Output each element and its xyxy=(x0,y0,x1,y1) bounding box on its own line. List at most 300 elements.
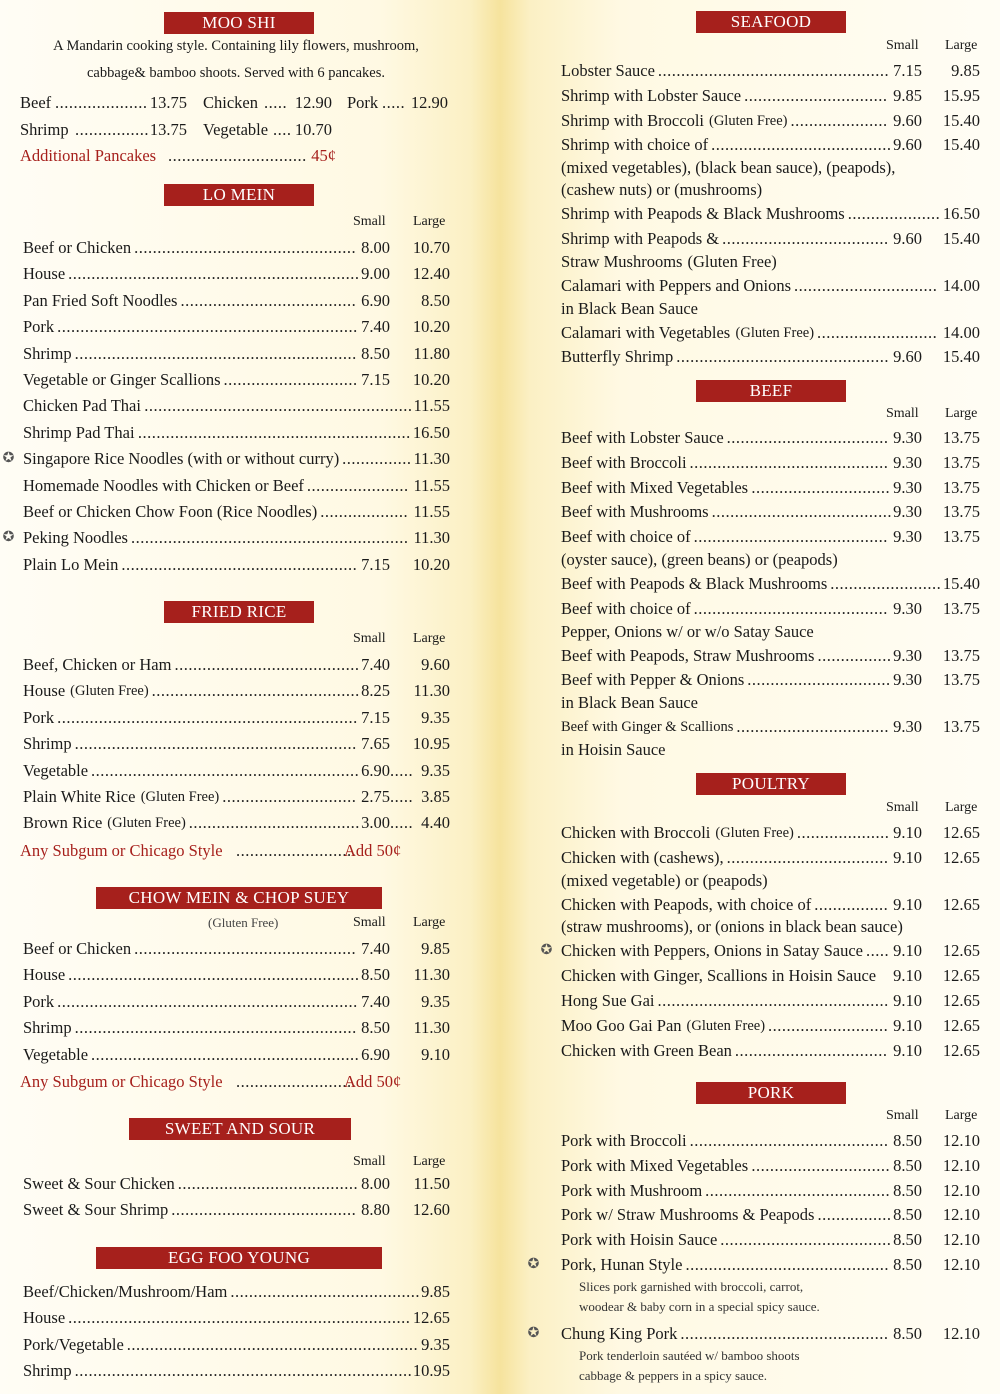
item-name: Pork xyxy=(23,991,55,1011)
leader-dots: .......................... xyxy=(236,1072,357,1091)
large-price: 10.70 xyxy=(412,238,450,257)
item-continuation: (mixed vegetables), (black bean sauce), (peapods), xyxy=(561,158,896,178)
seafood-item xyxy=(558,134,982,158)
chowmein-item xyxy=(20,1017,452,1041)
item-name: Vegetable xyxy=(23,1044,89,1064)
item-name: House xyxy=(23,681,66,701)
small-price: 8.50 xyxy=(893,1255,922,1274)
leader-dots: ..... xyxy=(264,93,288,112)
gluten-free-note: (Gluten Free) xyxy=(140,789,220,805)
item-name: Shrimp xyxy=(23,1361,72,1381)
leader-dots: ........................................ xyxy=(705,1180,891,1200)
moo-shi-description-2: cabbage& bamboo shoots. Served with 6 pancakes. xyxy=(87,65,385,81)
item-name: Brown Rice xyxy=(23,813,103,833)
item-name: Shrimp xyxy=(20,120,69,139)
lomein-item xyxy=(20,369,452,393)
section-header-sweet-and-sour: SWEET AND SOUR xyxy=(129,1118,351,1140)
leader-dots: ................ xyxy=(75,120,149,139)
small-price: 8.00 xyxy=(361,238,390,257)
large-price: 8.50 xyxy=(421,290,450,310)
poultry-item xyxy=(558,965,982,989)
sweetsour-item xyxy=(20,1199,452,1223)
pork-item xyxy=(527,1323,982,1347)
leader-dots: ................ xyxy=(817,645,892,665)
item-price: 10.95 xyxy=(412,1361,450,1381)
seafood-item xyxy=(558,322,982,346)
small-price: 9.10 xyxy=(893,966,922,986)
small-price: 9.60 xyxy=(893,347,922,367)
moo-shi-row-1 xyxy=(20,92,452,116)
friedrice-item xyxy=(20,733,452,757)
lomein-item xyxy=(20,343,452,367)
large-price: 12.40 xyxy=(412,264,450,284)
large-price: 11.55 xyxy=(413,396,450,416)
large-label: Large xyxy=(413,915,446,930)
leader-dots: ........................................ xyxy=(171,1200,357,1220)
item-name: Sweet & Sour Chicken xyxy=(23,1174,175,1193)
large-price: 15.40 xyxy=(942,574,980,593)
small-price: 7.40 xyxy=(361,655,390,674)
small-price: 9.00 xyxy=(361,264,390,284)
large-price: 4.40 xyxy=(421,813,450,833)
moo-shi-description-1: A Mandarin cooking style. Containing lily flowers, mushroom, xyxy=(53,38,419,54)
item-continuation: in Hoisin Sauce xyxy=(561,740,666,759)
gluten-free-note: (Gluten Free) xyxy=(715,825,794,841)
item-name: Pan Fried Soft Noodles xyxy=(23,290,178,310)
item-name: Pork with Mushroom xyxy=(561,1180,703,1200)
small-price: 7.65 xyxy=(361,734,390,754)
small-price: 9.30 xyxy=(893,527,922,547)
item-name: Vegetable or Ginger Scallions xyxy=(23,370,221,389)
lomein-item xyxy=(20,501,452,525)
beef-item xyxy=(558,598,982,622)
section-header-moo-shi: MOO SHI xyxy=(164,12,314,34)
item-name: Beef with Pepper & Onions xyxy=(561,670,745,690)
item-name: Calamari with Vegetables xyxy=(561,322,731,342)
leader-dots: ............................................................. xyxy=(74,343,357,363)
item-name: Sweet & Sour Shrimp xyxy=(23,1200,169,1220)
leader-dots: ............................. xyxy=(222,787,357,806)
seafood-item xyxy=(558,85,982,109)
small-price: 7.15 xyxy=(361,707,390,727)
small-price: 9.30 xyxy=(893,452,922,472)
poultry-item xyxy=(558,990,982,1014)
item-name: Butterfly Shrimp xyxy=(561,347,674,367)
small-price: 9.10 xyxy=(893,991,922,1010)
item-name: Any Subgum or Chicago Style xyxy=(20,841,223,860)
large-price: 13.75 xyxy=(942,670,980,690)
item-price: 10.70 xyxy=(294,120,332,139)
section-header-poultry: POULTRY xyxy=(696,773,846,795)
small-price: 7.15 xyxy=(893,61,922,80)
item-name: Pork xyxy=(23,317,55,337)
seafood-item xyxy=(558,60,982,84)
item-name: Pork w/ Straw Mushrooms & Peapods xyxy=(561,1205,815,1225)
large-price: 11.80 xyxy=(413,343,450,363)
item-name: Pork/Vegetable xyxy=(23,1334,124,1354)
lomein-item xyxy=(20,237,452,261)
section-header-beef: BEEF xyxy=(696,380,846,402)
item-name: Chicken with Ginger, Scallions in Hoisin Sauce xyxy=(561,966,877,986)
spicy-star-icon: ✪ xyxy=(2,451,15,467)
large-label: Large xyxy=(945,406,978,421)
small-price: 6.90 xyxy=(361,290,390,310)
large-price: 13.75 xyxy=(942,502,980,522)
item-name: Pork with Hoisin Sauce xyxy=(561,1230,718,1250)
small-price: 3.00 xyxy=(361,813,390,833)
item-name: Moo Goo Gai Pan xyxy=(561,1015,682,1035)
leader-dots: ................................................................. xyxy=(57,991,358,1011)
leader-dots: ................... xyxy=(320,502,409,521)
item-price: Add 50¢ xyxy=(344,1072,402,1091)
large-price: 11.55 xyxy=(413,475,450,495)
item-name: Additional Pancakes xyxy=(20,146,157,165)
large-price: 16.50 xyxy=(942,204,980,224)
item-name: Beef with choice of xyxy=(561,527,691,547)
leader-dots: .............................. xyxy=(751,1155,891,1175)
item-name: Pork xyxy=(347,93,379,112)
pork-item xyxy=(558,1130,982,1154)
leader-dots: ............................................................... xyxy=(126,1334,419,1354)
large-price: 11.30 xyxy=(413,681,450,701)
leader-dots: ............................... xyxy=(794,275,938,295)
item-name: Beef, Chicken or Ham xyxy=(23,655,172,674)
leader-dots: ................................... xyxy=(726,847,889,867)
item-name: Beef xyxy=(20,93,52,112)
friedrice-item xyxy=(20,654,452,678)
large-price: 13.75 xyxy=(942,477,980,497)
item-name: Calamari with Peppers and Onions xyxy=(561,275,792,295)
item-description: woodear & baby corn in a special spicy sauce. xyxy=(579,1298,820,1314)
leader-dots: ......................................................................... xyxy=(74,1361,413,1381)
small-price: 9.30 xyxy=(893,428,922,447)
small-price: 9.60 xyxy=(893,229,922,248)
small-label: Small xyxy=(886,800,919,815)
chowmein-item xyxy=(20,1044,452,1068)
small-price: 9.30 xyxy=(893,502,922,522)
lomein-item xyxy=(2,448,452,472)
large-label: Large xyxy=(413,214,446,229)
large-price: 10.20 xyxy=(412,317,450,337)
leader-dots: ............................... xyxy=(747,670,891,690)
item-price: 12.90 xyxy=(294,93,332,112)
large-price: 10.20 xyxy=(412,554,450,574)
beef-item xyxy=(558,477,982,501)
spicy-star-icon: ✪ xyxy=(540,943,553,959)
large-price: 12.65 xyxy=(942,941,980,961)
large-price: 12.65 xyxy=(942,991,980,1010)
leader-dots: ............................................. xyxy=(151,681,360,701)
leader-dots: ............................................................... xyxy=(68,264,360,284)
leader-dots: ................................................... xyxy=(121,554,358,574)
leader-dots: ............................................................. xyxy=(74,734,357,754)
item-name: Beef with Peapods, Straw Mushrooms xyxy=(561,645,815,665)
item-name: Vegetable xyxy=(23,760,89,780)
large-price: 12.10 xyxy=(942,1205,980,1225)
lomein-item xyxy=(20,554,452,578)
leader-dots: ..... xyxy=(865,941,890,961)
leader-dots: ..... xyxy=(390,760,414,780)
item-price: 9.35 xyxy=(421,1334,450,1354)
gluten-free-note: (Gluten Free) xyxy=(735,324,815,341)
leader-dots: ............................. xyxy=(223,370,358,389)
small-price: 9.10 xyxy=(893,1015,922,1035)
chowmein-item xyxy=(20,938,452,962)
fried-rice-subgum xyxy=(20,840,452,864)
item-name: Shrimp xyxy=(23,343,72,363)
item-name: Pork, Hunan Style xyxy=(561,1255,683,1274)
large-price: 12.10 xyxy=(942,1131,980,1150)
leader-dots: ....................................... xyxy=(177,1174,359,1193)
small-price: 8.50 xyxy=(893,1180,922,1200)
large-price: 11.55 xyxy=(413,502,450,521)
large-price: 3.85 xyxy=(421,787,450,806)
item-name: Beef or Chicken xyxy=(23,939,132,958)
item-name: Beef with choice of xyxy=(561,598,691,618)
small-price: 7.40 xyxy=(361,939,390,958)
item-name: Shrimp with Broccoli xyxy=(561,110,704,130)
small-label: Small xyxy=(353,1154,386,1169)
leader-dots: .... xyxy=(273,120,292,139)
item-name: Shrimp xyxy=(23,1018,72,1038)
small-label: Small xyxy=(886,38,919,53)
small-price: 9.85 xyxy=(893,85,922,105)
item-name: Hong Sue Gai xyxy=(561,991,655,1010)
item-name: House xyxy=(23,264,66,284)
small-price: 7.40 xyxy=(361,317,390,337)
large-price: 15.40 xyxy=(942,110,980,130)
item-name: House xyxy=(23,1308,66,1328)
leader-dots: .......................................................................... xyxy=(68,1308,411,1328)
item-continuation: in Black Bean Sauce xyxy=(561,298,698,318)
leader-dots: .......................................... xyxy=(693,598,888,618)
leader-dots: .................................................. xyxy=(657,991,889,1010)
leader-dots: .................................... xyxy=(722,229,889,248)
item-name: Beef with Peapods & Black Mushrooms xyxy=(561,574,828,593)
item-name: House xyxy=(23,965,66,985)
large-price: 11.30 xyxy=(413,528,450,548)
small-price: 9.30 xyxy=(893,645,922,665)
leader-dots: ............................................................... xyxy=(68,965,360,985)
beef-item xyxy=(558,645,982,669)
moo-shi-row-2 xyxy=(20,119,452,143)
small-price: 8.50 xyxy=(361,343,390,363)
poultry-item xyxy=(558,1015,982,1039)
large-price: 16.50 xyxy=(412,422,450,442)
large-price: 12.10 xyxy=(942,1323,980,1343)
small-price: 8.80 xyxy=(361,1200,390,1220)
item-name: Chicken with (cashews), xyxy=(561,847,724,867)
gluten-free-note: (Gluten Free) xyxy=(70,683,149,700)
item-price: 13.75 xyxy=(149,120,187,139)
large-price: 10.95 xyxy=(412,734,450,754)
item-name: Any Subgum or Chicago Style xyxy=(20,1072,223,1091)
item-name: Shrimp with Peapods & xyxy=(561,229,720,248)
small-price: 7.15 xyxy=(361,554,390,574)
poultry-item xyxy=(540,940,982,964)
chowmein-item xyxy=(20,964,452,988)
section-header-fried-rice: FRIED RICE xyxy=(164,601,314,623)
friedrice-item xyxy=(20,680,452,704)
large-price: 12.65 xyxy=(942,894,980,914)
large-price: 11.30 xyxy=(413,965,450,985)
small-price: 9.10 xyxy=(893,1040,922,1060)
poultry-item xyxy=(558,822,982,846)
leader-dots: ....................................... xyxy=(711,502,892,522)
leader-dots: .............................. xyxy=(751,477,891,497)
beef-item xyxy=(558,716,982,740)
leader-dots: ............................................. xyxy=(680,1323,889,1343)
large-price: 12.65 xyxy=(942,966,980,986)
lomein-item xyxy=(20,395,452,419)
large-label: Large xyxy=(945,800,978,815)
small-price: 9.60 xyxy=(893,135,922,155)
small-price: 8.50 xyxy=(893,1205,922,1225)
item-name: Chicken xyxy=(203,93,258,112)
leader-dots: ..... xyxy=(390,787,414,806)
item-price: Add 50¢ xyxy=(344,841,402,860)
leader-dots: ............................... xyxy=(744,85,888,105)
large-price: 15.40 xyxy=(942,229,980,248)
small-price: 9.30 xyxy=(893,598,922,618)
item-name: Lobster Sauce xyxy=(561,61,655,80)
seafood-item xyxy=(558,110,982,134)
item-description: Pork tenderloin sautéed w/ bamboo shoots xyxy=(579,1347,800,1363)
small-price: 8.00 xyxy=(361,1174,390,1193)
gluten-free-note: (Gluten Free) xyxy=(708,112,788,129)
small-price: 8.50 xyxy=(893,1230,922,1250)
large-price: 11.50 xyxy=(413,1174,450,1193)
small-price: 9.30 xyxy=(893,477,922,497)
leader-dots: ..... xyxy=(390,813,414,833)
leader-dots: ................................. xyxy=(734,1040,888,1060)
leader-dots: ........................................................... xyxy=(137,422,411,442)
small-price: 9.30 xyxy=(893,670,922,690)
large-price: 13.75 xyxy=(942,527,980,547)
large-price: 9.60 xyxy=(421,655,450,674)
item-name: Pork with Mixed Vegetables xyxy=(561,1155,749,1175)
leader-dots: ................ xyxy=(814,894,889,914)
leader-dots: ........................ xyxy=(830,574,942,593)
item-price: 45¢ xyxy=(311,146,336,165)
beef-item xyxy=(558,669,982,693)
beef-item xyxy=(558,573,982,597)
leader-dots: ..................................... xyxy=(188,813,360,833)
lomein-item xyxy=(20,422,452,446)
small-price: 6.90 xyxy=(361,760,390,780)
section-header-chow-mein: CHOW MEIN & CHOP SUEY xyxy=(96,887,382,909)
eggfoo-item xyxy=(20,1281,452,1305)
large-price: 12.60 xyxy=(412,1200,450,1220)
large-price: 12.65 xyxy=(942,1015,980,1035)
large-price: 9.85 xyxy=(951,61,980,80)
leader-dots: .......................................................... xyxy=(144,396,413,416)
item-name: Chung King Pork xyxy=(561,1323,678,1343)
leader-dots: .................... xyxy=(847,204,941,224)
eggfoo-item xyxy=(20,1360,452,1384)
large-price: 13.75 xyxy=(942,598,980,618)
item-name: Beef or Chicken Chow Foon (Rice Noodles) xyxy=(23,502,318,521)
leader-dots: ....................................... xyxy=(711,135,892,155)
large-price: 14.00 xyxy=(942,275,980,295)
section-header-lo-mein: LO MEIN xyxy=(164,184,314,206)
eggfoo-item xyxy=(20,1307,452,1331)
friedrice-item xyxy=(20,812,452,836)
large-price: 12.65 xyxy=(942,1040,980,1060)
large-price: 13.75 xyxy=(942,428,980,447)
leader-dots: ..................................... xyxy=(720,1230,892,1250)
item-price: 12.65 xyxy=(412,1308,450,1328)
item-name: Shrimp with Peapods & Black Mushrooms xyxy=(561,204,845,224)
item-continuation: (straw mushrooms), or (onions in black bean sauce) xyxy=(561,917,903,937)
large-label: Large xyxy=(413,631,446,646)
leader-dots: .................................................. xyxy=(657,61,890,80)
item-name: Vegetable xyxy=(203,120,269,139)
item-name: Beef with Lobster Sauce xyxy=(561,428,724,447)
large-price: 13.75 xyxy=(942,645,980,665)
leader-dots: ............................................ xyxy=(685,1255,889,1274)
spicy-star-icon: ✪ xyxy=(527,1325,540,1341)
section-header-seafood: SEAFOOD xyxy=(696,11,846,33)
seafood-item xyxy=(558,346,982,370)
lomein-item xyxy=(2,527,452,551)
item-name: Beef with Mushrooms xyxy=(561,502,709,522)
pork-item xyxy=(558,1229,982,1253)
item-continuation: (cashew nuts) or (mushrooms) xyxy=(561,180,763,200)
leader-dots: ................ xyxy=(817,1205,892,1225)
leader-dots: ........................................ xyxy=(174,655,360,674)
leader-dots: ...................................... xyxy=(180,290,357,310)
pork-item xyxy=(558,1155,982,1179)
small-price: 8.50 xyxy=(893,1131,922,1150)
item-name: Singapore Rice Noodles (with or without curry) xyxy=(23,449,340,469)
item-name: Chicken with Peapods, with choice of xyxy=(561,894,812,914)
seafood-item xyxy=(558,228,982,252)
poultry-item xyxy=(558,1040,982,1064)
section-header-pork: PORK xyxy=(696,1082,846,1104)
poultry-item xyxy=(558,847,982,871)
item-continuation: (oyster sauce), (green beans) or (peapods) xyxy=(561,550,838,569)
small-price: 7.40 xyxy=(361,991,390,1011)
small-price: 2.75 xyxy=(361,787,390,806)
large-price: 10.20 xyxy=(412,370,450,389)
small-price: 9.30 xyxy=(893,717,922,737)
chowmein-item xyxy=(20,991,452,1015)
small-label: Small xyxy=(886,1108,919,1123)
item-name: Beef with Mixed Vegetables xyxy=(561,477,749,497)
large-price: 14.00 xyxy=(942,322,980,342)
leader-dots: ................................................................. xyxy=(57,707,358,727)
moo-shi-additional-pancakes xyxy=(20,145,452,169)
leader-dots: ..... xyxy=(382,93,406,112)
small-price: 9.10 xyxy=(893,847,922,867)
large-price: 12.10 xyxy=(942,1255,980,1274)
item-name: Beef/Chicken/Mushroom/Ham xyxy=(23,1282,228,1301)
item-name: Plain White Rice xyxy=(23,787,136,806)
leader-dots: ............................................................. xyxy=(74,1018,357,1038)
seafood-item xyxy=(558,203,982,227)
leader-dots: ................................................ xyxy=(134,238,357,257)
friedrice-item xyxy=(20,760,452,784)
small-label: Small xyxy=(353,214,386,229)
item-name: Shrimp xyxy=(23,734,72,754)
item-name: Plain Lo Mein xyxy=(23,554,119,574)
item-continuation: (mixed vegetable) or (peapods) xyxy=(561,870,768,890)
large-label: Large xyxy=(945,1108,978,1123)
large-price: 13.75 xyxy=(942,717,980,737)
small-price: 7.15 xyxy=(361,370,390,389)
large-label: Large xyxy=(945,38,978,53)
